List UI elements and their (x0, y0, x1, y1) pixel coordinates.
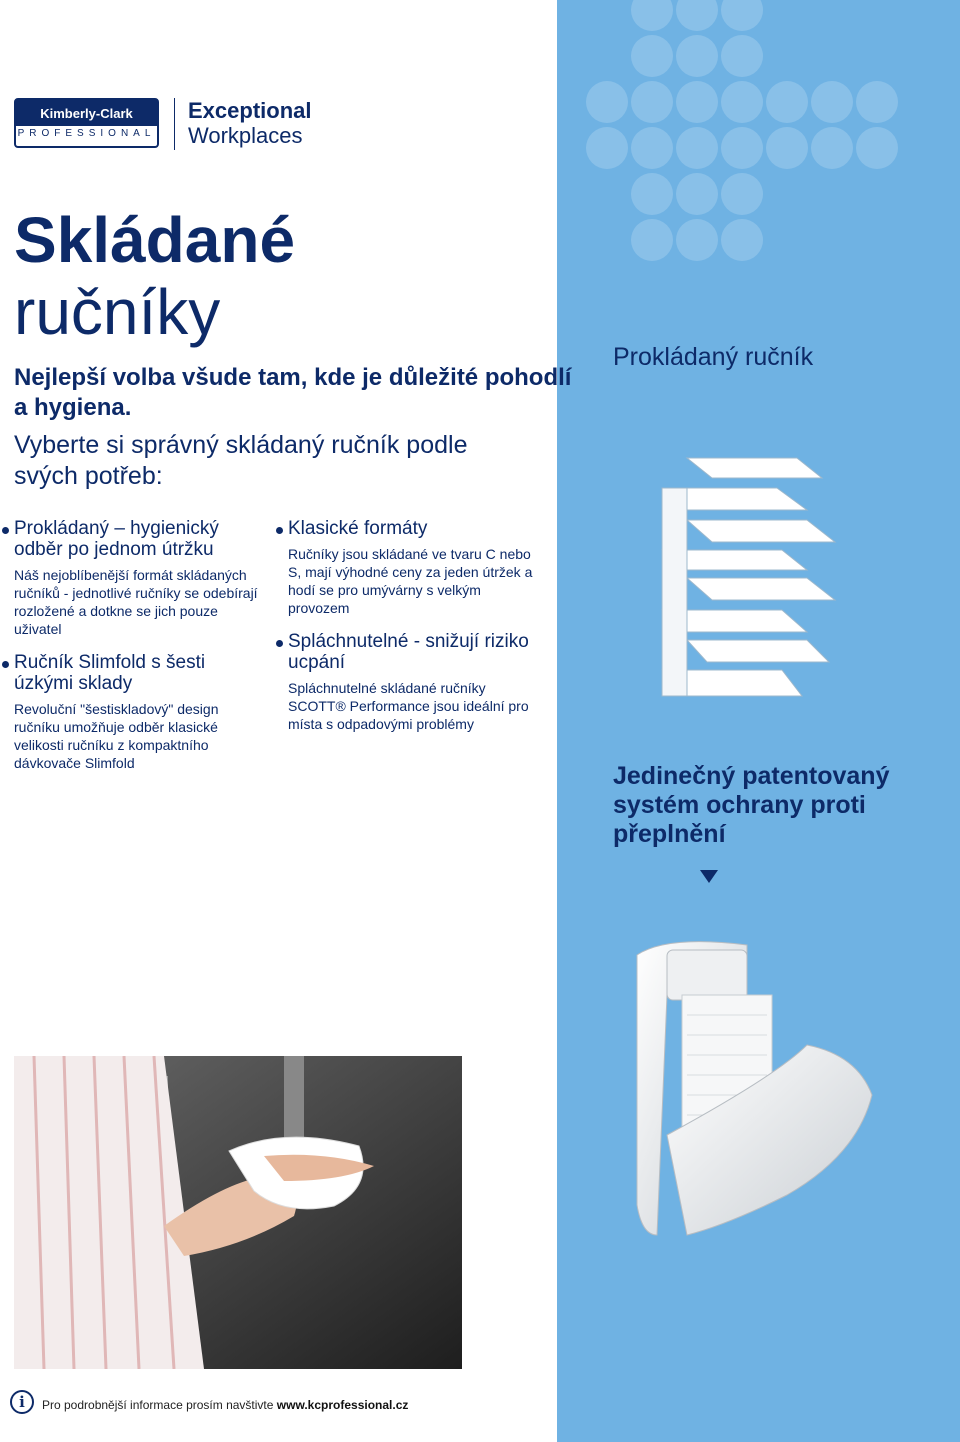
brand-box (14, 98, 159, 148)
dot-pattern (557, 0, 960, 340)
item-heading: Klasické formáty (288, 518, 428, 539)
bullet-icon (276, 640, 283, 647)
list-item (274, 631, 534, 733)
footer-label: Pro podrobnější informace prosím navštivte (42, 1398, 277, 1412)
subtitle-secondary: Vyberte si správný skládaný ručník podle svých potřeb: (14, 431, 468, 490)
bullet-icon (2, 527, 9, 534)
hands-towel-photo (14, 1056, 462, 1369)
panel-claim: Jedinečný patentovaný systém ochrany proti přeplnění (613, 762, 890, 848)
page-title-line1: Skládané (14, 204, 296, 276)
interfold-towel-illustration (657, 450, 847, 710)
item-heading: Prokládaný – hygienický odběr po jednom útržku (14, 518, 219, 560)
brand-sub: PROFESSIONAL (17, 128, 156, 139)
item-body: Revoluční "šestiskladový" design ručníku umožňuje odběr klasické velikosti ručníku z kompaktního dávkovače Slimfold (14, 701, 219, 771)
footer-link[interactable]: www.kcprofessional.cz (276, 1398, 409, 1412)
list-item (0, 652, 258, 772)
bullet-icon (2, 661, 9, 668)
photo-illustration (14, 1056, 462, 1369)
page-title-line2: ručníky (14, 276, 221, 348)
list-item (0, 518, 258, 638)
bullet-icon (276, 527, 283, 534)
right-column (274, 518, 534, 747)
tagline-line1: Exceptional (188, 98, 312, 123)
item-body: Náš nejoblíbenější formát skládaných ručníků - jednotlivé ručníky se odebírají rozložené a dotkne se jich pouze uživatel (14, 567, 258, 637)
arrow-down-icon (700, 870, 718, 883)
item-heading: Spláchnutelné - snižují riziko ucpání (288, 631, 529, 673)
item-heading: Ručník Slimfold s šesti úzkými sklady (14, 652, 206, 694)
subtitle: Nejlepší volba všude tam, kde je důležité pohodlí a hygiena. (14, 364, 572, 421)
footer-text (42, 1398, 408, 1412)
item-body: Spláchnutelné skládané ručníky SCOTT® Performance jsou ideální pro místa s odpadovými problémy (288, 680, 529, 732)
panel-title: Prokládaný ručník (613, 343, 814, 371)
info-icon: i (10, 1390, 34, 1414)
tagline-line2: Workplaces (188, 123, 303, 148)
logo-divider (174, 98, 175, 150)
dispenser-illustration (627, 935, 887, 1255)
item-body: Ručníky jsou skládané ve tvaru C nebo S, mají výhodné ceny za jeden útržek a hodí se pro umývárny s velkým provozem (288, 546, 533, 616)
brand-name: Kimberly-Clark (16, 100, 157, 126)
list-item (274, 518, 534, 617)
right-panel (557, 0, 960, 1442)
left-column (0, 518, 258, 786)
